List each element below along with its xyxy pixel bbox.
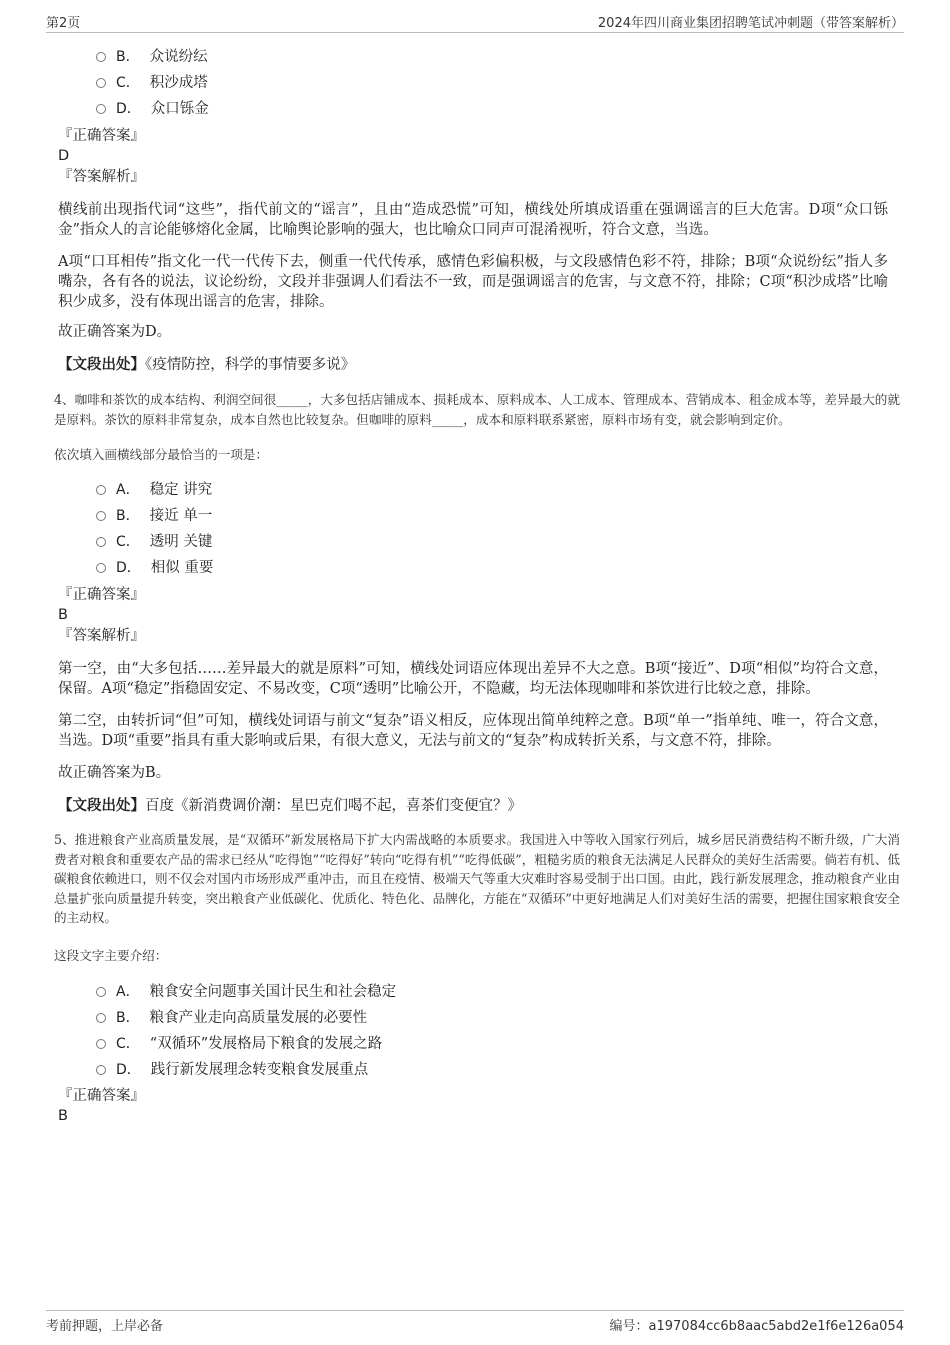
- q3-answer: D: [58, 148, 70, 164]
- q4-analysis-paragraph: 第二空，由转折词“但”可知，横线处词语与前文“复杂”语义相反，应体现出简单纯粹之意。B项“单一”指单纯、唯一，符合文意，当选。D项“重要”指具有重大影响或后果，有很大意义，无法与前文的“复杂”构成转折关系，与文意不符，排除。: [58, 713, 888, 749]
- radio-icon[interactable]: [96, 511, 106, 521]
- radio-icon[interactable]: [96, 1013, 106, 1023]
- q3-answer-label: 『正确答案』: [58, 128, 145, 144]
- radio-icon[interactable]: [96, 987, 106, 997]
- radio-icon[interactable]: [96, 485, 106, 495]
- q3-source: 【文段出处】《疫情防控，科学的事情要多说》: [58, 356, 356, 373]
- q4-option-b[interactable]: B． 接近 单一: [96, 506, 212, 526]
- q4-question-text: 4、咖啡和茶饮的成本结构、利润空间很_____，大多包括店铺成本、损耗成本、原料成本、人工成本、管理成本、营销成本、租金成本等，差异最大的就是原料。茶饮的原料非常复杂，成本自然也比较复杂。但咖啡的原料_____，成本和原料联系紧密，原料市场有变，就会影响到定价。: [54, 392, 900, 427]
- q5-question-text: 5、推进粮食产业高质量发展，是“双循环”新发展格局下扩大内需战略的本质要求。我国进入中等收入国家行列后，城乡居民消费结构不断升级，广大消费者对粮食和重要农产品的需求已经从“吃得饱”“吃得好”转向“吃得有机”“吃得低碳”，粗糙劣质的粮食无法满足人民群众的美好生活需要。倘若有机、低碳粮食依赖进口，则不仅会对国内市场形成严重冲击，而且在疫情、极端天气等重大灾难时容易受制于出口国。由此，践行新发展理念，推动粮食产业由总量扩张向质量提升转变，突出粮食产业低碳化、优质化、特色化、品牌化，方能在“双循环”中更好地满足人们对美好生活的需要，把握住国家粮食安全的主动权。: [54, 832, 900, 925]
- radio-icon[interactable]: [96, 104, 106, 114]
- page-header: [46, 10, 904, 33]
- q4-prompt: 依次填入画横线部分最恰当的一项是：: [54, 447, 269, 462]
- q4-analysis-conclusion: 故正确答案为B。: [58, 765, 171, 781]
- q4-answer: B: [58, 607, 68, 623]
- radio-icon[interactable]: [96, 78, 106, 88]
- q4-source: 【文段出处】百度《新消费调价潮：星巴克们喝不起，喜茶们变便宜？》: [58, 797, 522, 814]
- radio-icon[interactable]: [96, 563, 106, 573]
- document-title: 2024年四川商业集团招聘笔试冲刺题（带答案解析）: [597, 16, 904, 31]
- q5-answer-label: 『正确答案』: [58, 1088, 145, 1104]
- q3-option-c[interactable]: C． 积沙成塔: [96, 73, 208, 93]
- q5-answer: B: [58, 1108, 68, 1124]
- q4-option-d[interactable]: D． 相似 重要: [96, 558, 213, 578]
- radio-icon[interactable]: [96, 1065, 106, 1075]
- q5-option-a[interactable]: A． 粮食安全问题事关国计民生和社会稳定: [96, 982, 396, 1002]
- page-number: 第2页: [46, 16, 81, 31]
- radio-icon[interactable]: [96, 1039, 106, 1049]
- q4-analysis-label: 『答案解析』: [58, 628, 145, 644]
- q5-prompt: 这段文字主要介绍：: [54, 948, 168, 963]
- q5-option-b[interactable]: B． 粮食产业走向高质量发展的必要性: [96, 1008, 367, 1028]
- q4-option-a[interactable]: A． 稳定 讲究: [96, 480, 212, 500]
- q5-option-d[interactable]: D． 践行新发展理念转变粮食发展重点: [96, 1060, 368, 1080]
- document-serial: 编号：a197084cc6b8aac5abd2e1f6e126a054: [609, 1319, 904, 1334]
- q5-option-c[interactable]: C． “双循环”发展格局下粮食的发展之路: [96, 1034, 382, 1054]
- q3-option-d[interactable]: D． 众口铄金: [96, 99, 209, 119]
- q4-option-c[interactable]: C． 透明 关键: [96, 532, 212, 552]
- radio-icon[interactable]: [96, 537, 106, 547]
- radio-icon[interactable]: [96, 52, 106, 62]
- page-footer: [46, 1310, 904, 1335]
- q4-answer-label: 『正确答案』: [58, 587, 145, 603]
- q3-analysis-label: 『答案解析』: [58, 169, 145, 185]
- q3-option-b[interactable]: B． 众说纷纭: [96, 47, 208, 67]
- q3-analysis-conclusion: 故正确答案为D。: [58, 324, 172, 340]
- footer-slogan: 考前押题，上岸必备: [46, 1319, 164, 1334]
- q4-analysis-paragraph: 第一空，由“大多包括……差异最大的就是原料”可知，横线处词语应体现出差异不大之意。B项“接近”、D项“相似”均符合文意，保留。A项“稳定”指稳固安定、不易改变，C项“透明”比喻公开，不隐藏，均无法体现咖啡和茶饮进行比较之意，排除。: [58, 661, 888, 697]
- q3-analysis-paragraph: 横线前出现指代词“这些”，指代前文的“谣言”，且由“造成恐慌”可知，横线处所填成语重在强调谣言的巨大危害。D项“众口铄金”指众人的言论能够熔化金属，比喻舆论影响的强大，也比喻众口同声可混淆视听，符合文意，当选。: [58, 202, 888, 238]
- q3-analysis-paragraph: A项“口耳相传”指文化一代一代传下去，侧重一代代传承，感情色彩偏积极，与文段感情色彩不符，排除；B项“众说纷纭”指人多嘴杂，各有各的说法，议论纷纷，文段并非强调人们看法不一致，而是强调谣言的危害，与文意不符，排除；C项“积沙成塔”比喻积少成多，没有体现出谣言的危害，排除。: [58, 254, 888, 310]
